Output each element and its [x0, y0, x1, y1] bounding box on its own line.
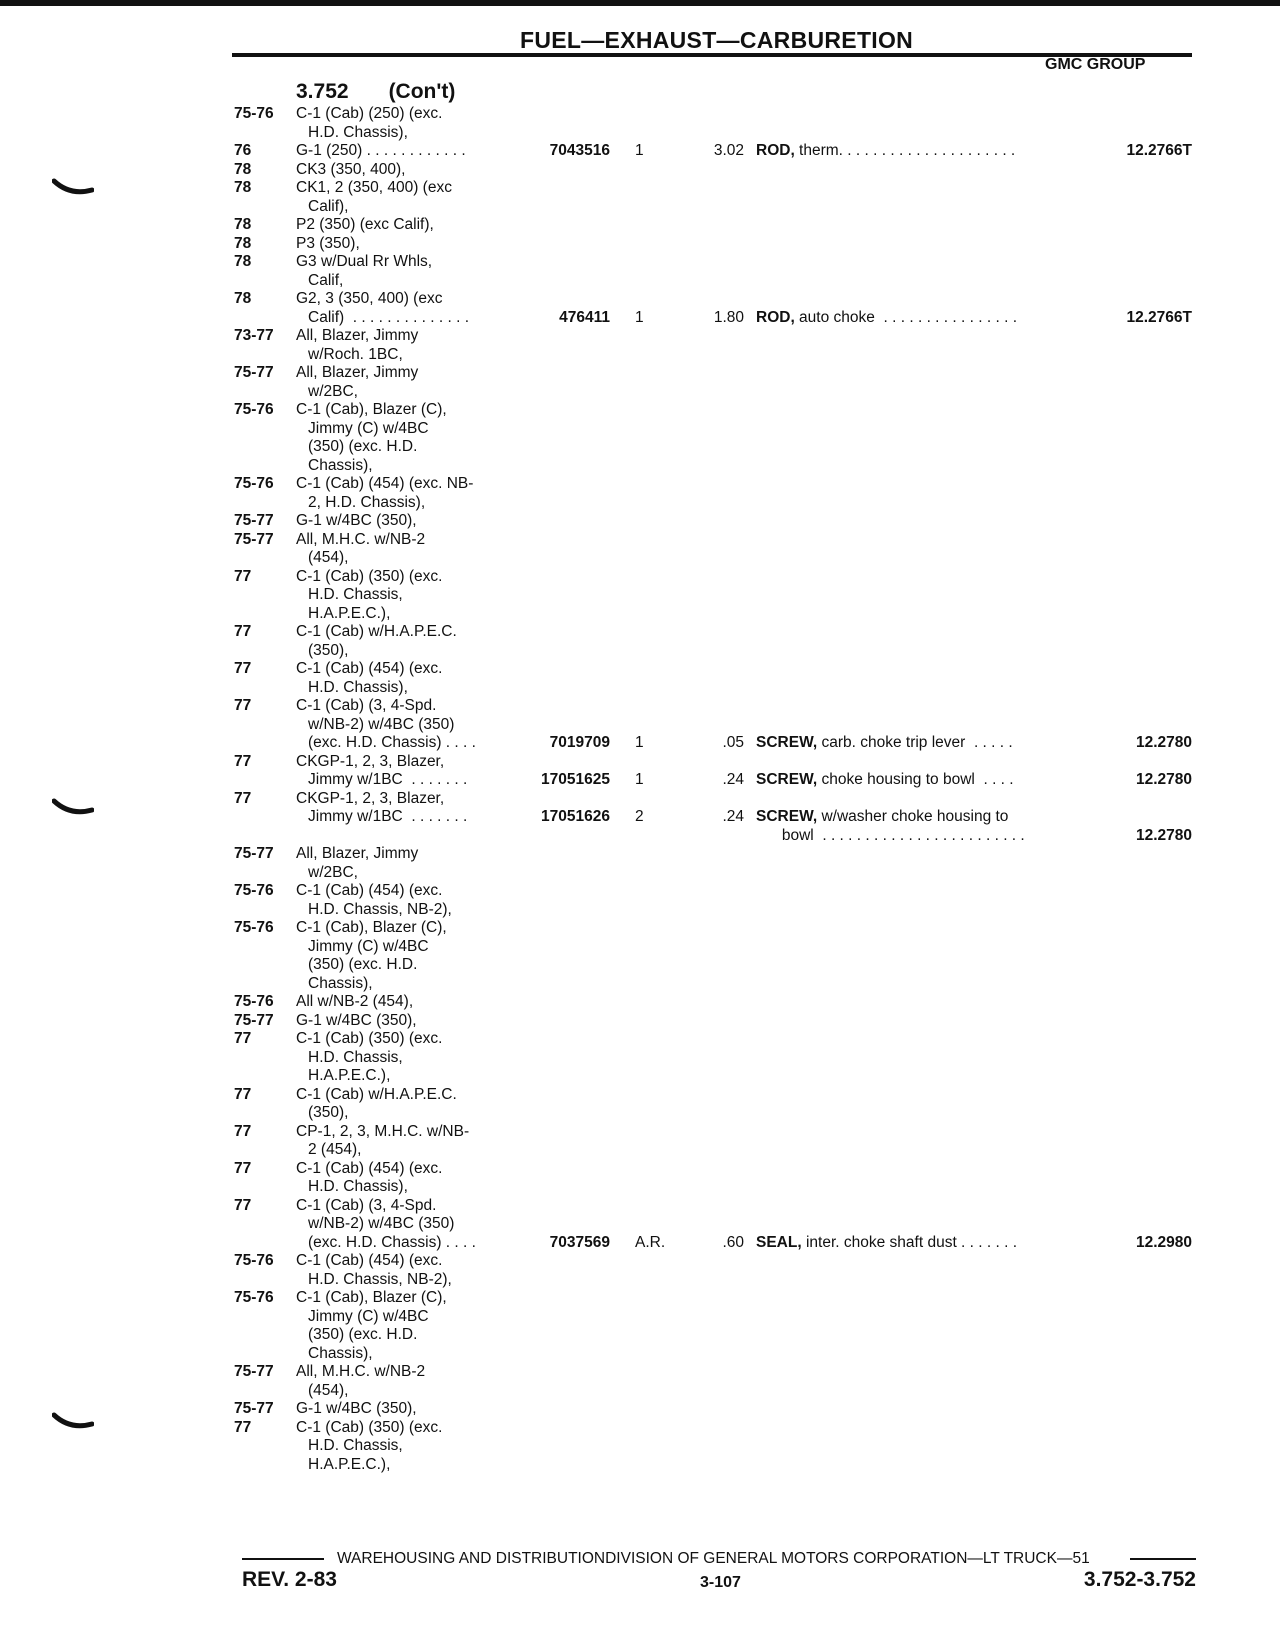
application: Jimmy w/1BC . . . . . . . — [308, 771, 468, 788]
application: w/NB-2) w/4BC (350) — [308, 1215, 455, 1232]
group-number: 12.2780 — [1135, 826, 1192, 844]
application: (350) (exc. H.D. — [308, 956, 418, 973]
application: Calif) . . . . . . . . . . . . . . — [308, 308, 470, 326]
application: C-1 (Cab) (454) (exc. — [296, 1159, 443, 1177]
application: H.D. Chassis), — [308, 678, 408, 696]
application: G-1 w/4BC (350), — [296, 1400, 417, 1417]
part-keyword: SCREW, — [756, 734, 818, 751]
model-year: 77 — [234, 660, 252, 677]
part-description — [756, 733, 1013, 752]
part-number: 7043516 — [549, 142, 610, 159]
model-year: 73-77 — [234, 327, 274, 344]
application: C-1 (Cab) (454) (exc. — [296, 882, 443, 899]
application: C-1 (Cab) (350) (exc. — [296, 567, 443, 585]
model-year: 77 — [234, 1196, 252, 1214]
part-description-text: inter. choke shaft dust . . . . . . . — [801, 1233, 1018, 1251]
application: Jimmy w/1BC . . . . . . . — [308, 808, 468, 825]
model-year: 78 — [234, 253, 252, 270]
model-year: 75-76 — [234, 1289, 274, 1306]
application: C-1 (Cab) (454) (exc. — [296, 1252, 443, 1269]
application: H.A.P.E.C.), — [308, 604, 391, 622]
application: (exc. H.D. Chassis) . . . . — [308, 1233, 476, 1251]
part-keyword: ROD, — [756, 142, 795, 159]
model-year: 75-76 — [234, 105, 274, 122]
part-keyword: SCREW, — [756, 771, 818, 788]
price: .24 — [722, 808, 744, 825]
application: Jimmy (C) w/4BC — [308, 937, 429, 955]
application: P3 (350), — [296, 234, 360, 252]
footer-text: WAREHOUSING AND DISTRIBUTIONDIVISION OF GENERAL MOTORS CORPORATION—LT TRUCK—51 — [337, 1550, 1090, 1567]
application: w/2BC, — [308, 382, 358, 400]
application: All, Blazer, Jimmy — [296, 364, 419, 381]
part-description-text: auto choke . . . . . . . . . . . . . . . . — [794, 308, 1018, 326]
part-description — [756, 308, 1017, 327]
application: C-1 (Cab) (454) (exc. — [296, 660, 443, 677]
part-description-text: carb. choke trip lever . . . . . — [817, 734, 1013, 751]
application: (454), — [308, 1381, 349, 1399]
part-number: 17051626 — [541, 808, 610, 825]
application: H.D. Chassis, NB-2), — [308, 1270, 452, 1288]
application: All w/NB-2 (454), — [296, 993, 414, 1010]
model-year: 78 — [234, 234, 252, 252]
model-year: 75-77 — [234, 1400, 274, 1417]
model-year: 75-77 — [234, 845, 274, 862]
application: H.D. Chassis), — [308, 123, 408, 141]
model-year: 77 — [234, 567, 252, 585]
group-number: 12.2766T — [1126, 308, 1192, 326]
application: C-1 (Cab) (3, 4-Spd. — [296, 1196, 437, 1214]
application: w/NB-2) w/4BC (350) — [308, 715, 455, 733]
application: CKGP-1, 2, 3, Blazer, — [296, 752, 445, 770]
part-keyword: SEAL, — [756, 1233, 802, 1251]
application: Chassis), — [308, 1344, 373, 1362]
application: H.D. Chassis, NB-2), — [308, 900, 452, 918]
page-number: 3-107 — [700, 1574, 741, 1591]
binder-hole-mark — [52, 798, 94, 818]
application: CKGP-1, 2, 3, Blazer, — [296, 789, 445, 807]
part-number: 7019709 — [549, 734, 610, 751]
application: Calif, — [308, 271, 344, 289]
application: P2 (350) (exc Calif), — [296, 216, 434, 233]
price: .05 — [722, 734, 744, 751]
model-year: 77 — [234, 1122, 252, 1140]
top-edge-bar — [0, 0, 1280, 6]
model-year: 76 — [234, 142, 252, 159]
group-number: 12.2780 — [1135, 734, 1192, 751]
quantity: A.R. — [635, 1233, 666, 1251]
model-year: 75-76 — [234, 475, 274, 492]
price: .24 — [722, 771, 744, 788]
application: G-1 w/4BC (350), — [296, 1011, 417, 1029]
model-year: 78 — [234, 216, 252, 233]
model-year: 75-76 — [234, 919, 274, 936]
model-year: 75-76 — [234, 401, 274, 418]
part-description — [756, 141, 1015, 160]
group-number: 12.2780 — [1135, 771, 1192, 788]
application: CK3 (350, 400), — [296, 160, 406, 178]
application: w/2BC, — [308, 863, 358, 881]
model-year: 75-77 — [234, 364, 274, 381]
model-year: 77 — [234, 623, 252, 640]
application: Chassis), — [308, 974, 373, 992]
application: C-1 (Cab) (350) (exc. — [296, 1418, 443, 1436]
model-year: 78 — [234, 290, 252, 307]
part-keyword: ROD, — [756, 308, 795, 326]
application: H.D. Chassis, — [308, 586, 403, 603]
application: CK1, 2 (350, 400) (exc — [296, 179, 452, 196]
application: H.D. Chassis), — [308, 1178, 408, 1195]
part-description — [756, 807, 1008, 826]
application: H.D. Chassis, — [308, 1437, 403, 1454]
price: 3.02 — [713, 142, 744, 159]
model-year: 77 — [234, 1030, 252, 1047]
part-number: 17051625 — [541, 771, 610, 788]
model-year: 75-77 — [234, 512, 274, 529]
group-number: 12.2980 — [1135, 1233, 1192, 1251]
application: (350), — [308, 1104, 349, 1121]
part-number: 476411 — [559, 308, 610, 326]
model-year: 75-76 — [234, 993, 274, 1010]
part-description — [756, 826, 1025, 845]
application: C-1 (Cab) (350) (exc. — [296, 1030, 443, 1047]
part-keyword: SCREW, — [756, 808, 818, 825]
application: Jimmy (C) w/4BC — [308, 1307, 429, 1325]
application: 2 (454), — [308, 1141, 362, 1158]
application: Calif), — [308, 197, 349, 215]
application: G-1 (250) . . . . . . . . . . . . — [296, 142, 466, 159]
application: C-1 (Cab), Blazer (C), — [296, 1289, 447, 1306]
application: C-1 (Cab) (250) (exc. — [296, 105, 443, 122]
application: All, M.H.C. w/NB-2 — [296, 1363, 426, 1380]
footer-rule-left — [242, 1558, 324, 1560]
application: CP-1, 2, 3, M.H.C. w/NB- — [296, 1122, 470, 1140]
model-year: 78 — [234, 160, 252, 178]
quantity: 1 — [635, 308, 644, 326]
application: C-1 (Cab) (3, 4-Spd. — [296, 697, 437, 714]
application: (350), — [308, 641, 349, 659]
application: C-1 (Cab) (454) (exc. NB- — [296, 475, 474, 492]
application: Jimmy (C) w/4BC — [308, 419, 429, 437]
application: (exc. H.D. Chassis) . . . . — [308, 734, 476, 751]
model-year: 75-77 — [234, 1011, 274, 1029]
application: 2, H.D. Chassis), — [308, 493, 426, 511]
application: C-1 (Cab) w/H.A.P.E.C. — [296, 623, 457, 640]
binder-hole-mark — [52, 178, 94, 198]
application: (350) (exc. H.D. — [308, 438, 418, 455]
page-title: FUEL—EXHAUST—CARBURETION — [520, 27, 914, 53]
quantity: 1 — [635, 142, 644, 159]
model-year: 75-77 — [234, 530, 274, 548]
part-description-text: choke housing to bowl . . . . — [817, 771, 1014, 788]
model-year: 77 — [234, 1159, 252, 1177]
model-year: 77 — [234, 1085, 252, 1103]
model-year: 77 — [234, 789, 252, 807]
application: C-1 (Cab), Blazer (C), — [296, 919, 447, 936]
group-number: 12.2766T — [1126, 142, 1192, 159]
application: Chassis), — [308, 456, 373, 474]
price: 1.80 — [713, 308, 744, 326]
model-year: 77 — [234, 697, 252, 714]
model-year: 77 — [234, 1418, 252, 1436]
model-year: 75-76 — [234, 882, 274, 899]
application: H.A.P.E.C.), — [308, 1455, 391, 1473]
model-year: 75-76 — [234, 1252, 274, 1269]
price: .60 — [722, 1233, 744, 1251]
part-number: 7037569 — [549, 1233, 610, 1251]
binder-hole-mark — [52, 1412, 94, 1432]
application: H.A.P.E.C.), — [308, 1067, 391, 1084]
part-description — [756, 1233, 1017, 1252]
part-description-text: w/washer choke housing to — [817, 808, 1009, 825]
quantity: 1 — [635, 771, 644, 788]
application: (350) (exc. H.D. — [308, 1326, 418, 1343]
application: C-1 (Cab) w/H.A.P.E.C. — [296, 1085, 457, 1103]
model-year: 75-77 — [234, 1363, 274, 1380]
application: w/Roch. 1BC, — [308, 345, 403, 363]
section-heading — [296, 80, 455, 104]
section-continued: (Con't) — [388, 80, 456, 103]
application: G-1 w/4BC (350), — [296, 512, 417, 529]
group-label: GMC GROUP — [1045, 56, 1146, 73]
application: All, M.H.C. w/NB-2 — [296, 530, 426, 548]
model-year: 78 — [234, 179, 252, 196]
application: H.D. Chassis, — [308, 1048, 403, 1066]
quantity: 1 — [635, 734, 644, 751]
application: (454), — [308, 549, 349, 566]
application: C-1 (Cab), Blazer (C), — [296, 401, 447, 418]
footer-rule-right — [1130, 1558, 1196, 1560]
part-description — [756, 770, 1014, 789]
revision-label: REV. 2-83 — [242, 1568, 337, 1591]
application: All, Blazer, Jimmy — [296, 327, 419, 344]
quantity: 2 — [635, 808, 644, 825]
model-year: 77 — [234, 752, 252, 770]
application: All, Blazer, Jimmy — [296, 845, 419, 862]
application: G3 w/Dual Rr Whls, — [296, 253, 433, 270]
section-number: 3.752 — [296, 80, 349, 103]
section-reference: 3.752-3.752 — [1083, 1568, 1196, 1591]
part-description-text: therm. . . . . . . . . . . . . . . . . . . . . — [794, 142, 1016, 159]
part-description-text: bowl . . . . . . . . . . . . . . . . . . . . . . . . — [756, 826, 1025, 844]
application: G2, 3 (350, 400) (exc — [296, 290, 443, 307]
